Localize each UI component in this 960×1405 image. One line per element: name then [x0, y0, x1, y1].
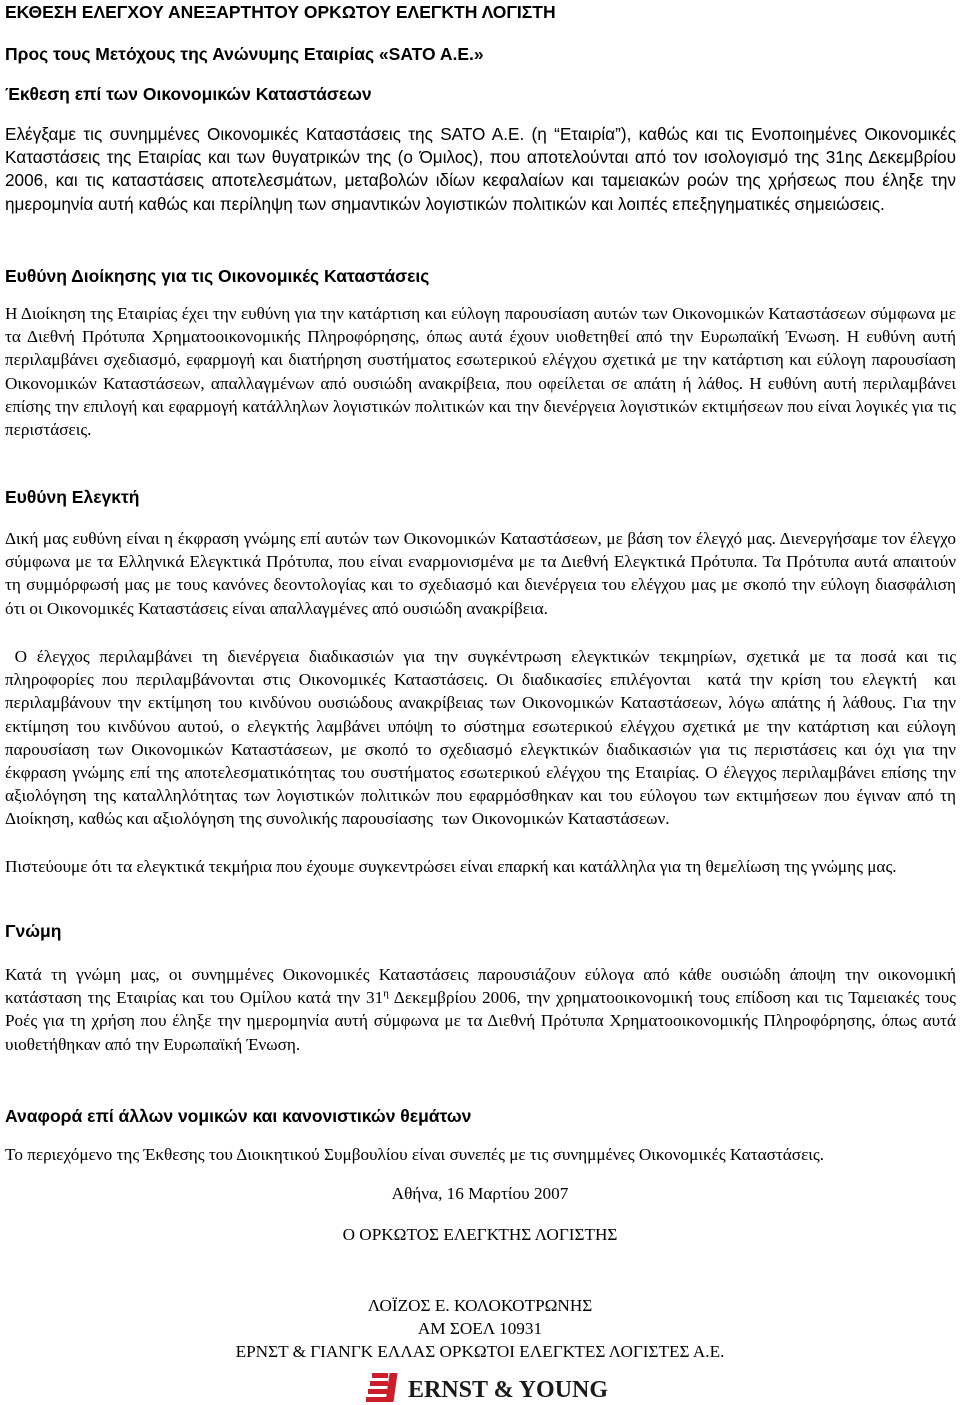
signature-registration: ΑΜ ΣΟΕΛ 10931 — [417, 1319, 543, 1338]
signature-place-date: Αθήνα, 16 Μαρτίου 2007 — [391, 1184, 569, 1203]
management-responsibility-heading: Ευθύνη Διοίκησης για τις Οικονομικές Καταστάσεις — [5, 266, 430, 286]
report-main-title: ΕΚΘΕΣΗ ΕΛΕΓΧΟΥ ΑΝΕΞΑΡΤΗΤΟΥ ΟΡΚΩΤΟΥ ΕΛΕΓΚΤΗ ΛΟΓΙΣΤΗ — [5, 2, 556, 22]
ernst-young-logo — [360, 1370, 610, 1404]
signature-firm: ΕΡΝΣΤ & ΓΙΑΝΓΚ ΕΛΛΑΣ ΟΡΚΩΤΟΙ ΕΛΕΓΚΤΕΣ ΛΟΓΙΣΤΕΣ Α.Ε. — [235, 1342, 725, 1361]
opinion-text-b: Δεκεμβρίου 2006, την χρηματοοικονομική τους επίδοση και τις Ταμειακές τους Ροές για τη χρήση που έληξε την ημερομηνία αυτή σύμφωνα με τα Διεθνή Πρότυπα Χρηματοοικονομικής Πληροφόρησης, όπως αυτά υιοθετήθηκαν από την Ευρωπαϊκή Ένωση. — [5, 988, 956, 1054]
opinion-text-a: Κατά τη γνώμη μας, οι συνημμένες Οικονομικές Καταστάσεις παρουσιάζουν εύλογα από κάθε ουσιώδη άποψη την οικονομική κατάσταση της Εταιρίας και του Ομίλου κατά την 31 — [5, 965, 956, 1008]
auditor-paragraph-3: Πιστεύουμε ότι τα ελεγκτικά τεκμήρια που έχουμε συγκεντρώσει είναι επαρκή και κατάλληλα για τη θεμελίωση της γνώμης μας. — [5, 857, 897, 876]
addressee-line: Προς τους Μετόχους της Ανώνυμης Εταιρίας «SATO A.E.» — [5, 44, 484, 64]
other-matters-paragraph: Το περιεχόμενο της Έκθεσης του Διοικητικού Συμβουλίου είναι συνεπές με τις συνημμένες Οικονομικές Καταστάσεις. — [5, 1145, 825, 1164]
logo-mark-icon — [366, 1373, 398, 1402]
report-subtitle: Έκθεση επί των Οικονομικών Καταστάσεων — [5, 84, 372, 104]
signature-role: Ο ΟΡΚΩΤΟΣ ΕΛΕΓΚΤΗΣ ΛΟΓΙΣΤΗΣ — [342, 1225, 618, 1244]
auditor-paragraph-1: Δική μας ευθύνη είναι η έκφραση γνώμης επί αυτών των Οικονομικών Καταστάσεων, με βάση τον έλεγχό μας. Διενεργήσαμε τον έλεγχο σύμφωνα με τα Ελληνικά Ελεγκτικά Πρότυπα, που είναι εναρμονισμένα με τα Διεθνή Ελεγκτικά Πρότυπα. Τα Πρότυπα αυτά απαιτούν τη συμμόρφωσή μας με τους κανόνες δεοντολογίας και το σχεδιασμό και διενέργεια του ελέγχου μας με σκοπό την εύλογη διασφάλιση ότι οι Οικονομικές Καταστάσεις είναι απαλλαγμένες από ουσιώδη ανακρίβεια. — [5, 529, 956, 618]
opinion-paragraph — [5, 963, 956, 1056]
other-matters-heading: Αναφορά επί άλλων νομικών και κανονιστικών θεμάτων — [5, 1106, 472, 1126]
auditor-paragraph-2: Ο έλεγχος περιλαμβάνει τη διενέργεια διαδικασιών για την συγκέντρωση ελεγκτικών τεκμηρίων, σχετικά με τα ποσά και τις πληροφορίες που περιλαμβάνονται στις Οικονομικές Καταστάσεις. Οι διαδικασίες επιλέγονται κατά την κρίση του ελεγκτή και περιλαμβάνουν την εκτίμηση του κινδύνου ουσιώδους ανακρίβειας των Οικονομικών Καταστάσεων, λόγω απάτης ή λάθους. Για την εκτίμηση του κινδύνου αυτού, ο ελεγκτής λαμβάνει υπόψη το σύστημα εσωτερικού ελέγχου σχετικά με την κατάρτιση και εύλογη παρουσίαση των Οικονομικών Καταστάσεων, με σκοπό το σχεδιασμό ελεγκτικών διαδικασιών για τις περιστάσεις και όχι για την έκφραση γνώμης επί της αποτελεσματικότητας του συστήματος εσωτερικού ελέγχου της Εταιρίας. Ο έλεγχος περιλαμβάνει επίσης την αξιολόγηση της καταλληλότητας των λογιστικών πολιτικών που εφαρμόσθηκαν και του εύλογου των εκτιμήσεων που έγιναν από τη Διοίκηση, καθώς και αξιολόγηση της συνολικής παρουσίασης των Οικονομικών Καταστάσεων. — [5, 647, 960, 829]
opinion-heading: Γνώμη — [5, 921, 62, 941]
opinion-superscript: η — [383, 987, 389, 1000]
signature-name: ΛΟΪΖΟΣ Ε. ΚΟΛΟΚΟΤΡΩΝΗΣ — [367, 1296, 593, 1315]
auditor-responsibility-heading: Ευθύνη Ελεγκτή — [5, 487, 140, 507]
management-responsibility-paragraph: Η Διοίκηση της Εταιρίας έχει την ευθύνη για την κατάρτιση και εύλογη παρουσίαση αυτών των Οικονομικών Καταστάσεων σύμφωνα με τα Διεθνή Πρότυπα Χρηματοοικονομικής Πληροφόρησης, όπως αυτά έχουν υιοθετηθεί από την Ευρωπαϊκή Ένωση. Η ευθύνη αυτή περιλαμβάνει σχεδιασμό, εφαρμογή και διατήρηση συστήματος εσωτερικού ελέγχου σχετικά με την κατάρτιση και εύλογη παρουσίαση Οικονομικών Καταστάσεων, απαλλαγμένων από ουσιώδη ανακρίβεια, που οφείλεται σε απάτη ή λάθος. Η ευθύνη αυτή περιλαμβάνει επίσης την επιλογή και εφαρμογή κατάλληλων λογιστικών πολιτικών και την διενέργεια λογιστικών εκτιμήσεων που είναι λογικές για τις περιστάσεις. — [5, 304, 956, 440]
logo-wordmark: ERNST & YOUNG — [408, 1377, 609, 1403]
intro-paragraph: Ελέγξαμε τις συνημμένες Οικονομικές Καταστάσεις της SATO A.E. (η “Εταιρία”), καθώς και τις Ενοποιημένες Οικονομικές Καταστάσεις της Εταιρίας και των θυγατρικών της (ο Όμιλος), που αποτελούνται από τον ισολογισμό της 31ης Δεκεμβρίου 2006, και τις καταστάσεις αποτελεσμάτων, μεταβολών ιδίων κεφαλαίων και ταμειακών ροών της χρήσεως που έληξε την ημερομηνία αυτή καθώς και περίληψη των σημαντικών λογιστικών πολιτικών και λοιπές επεξηγηματικές σημειώσεις. — [5, 124, 956, 214]
